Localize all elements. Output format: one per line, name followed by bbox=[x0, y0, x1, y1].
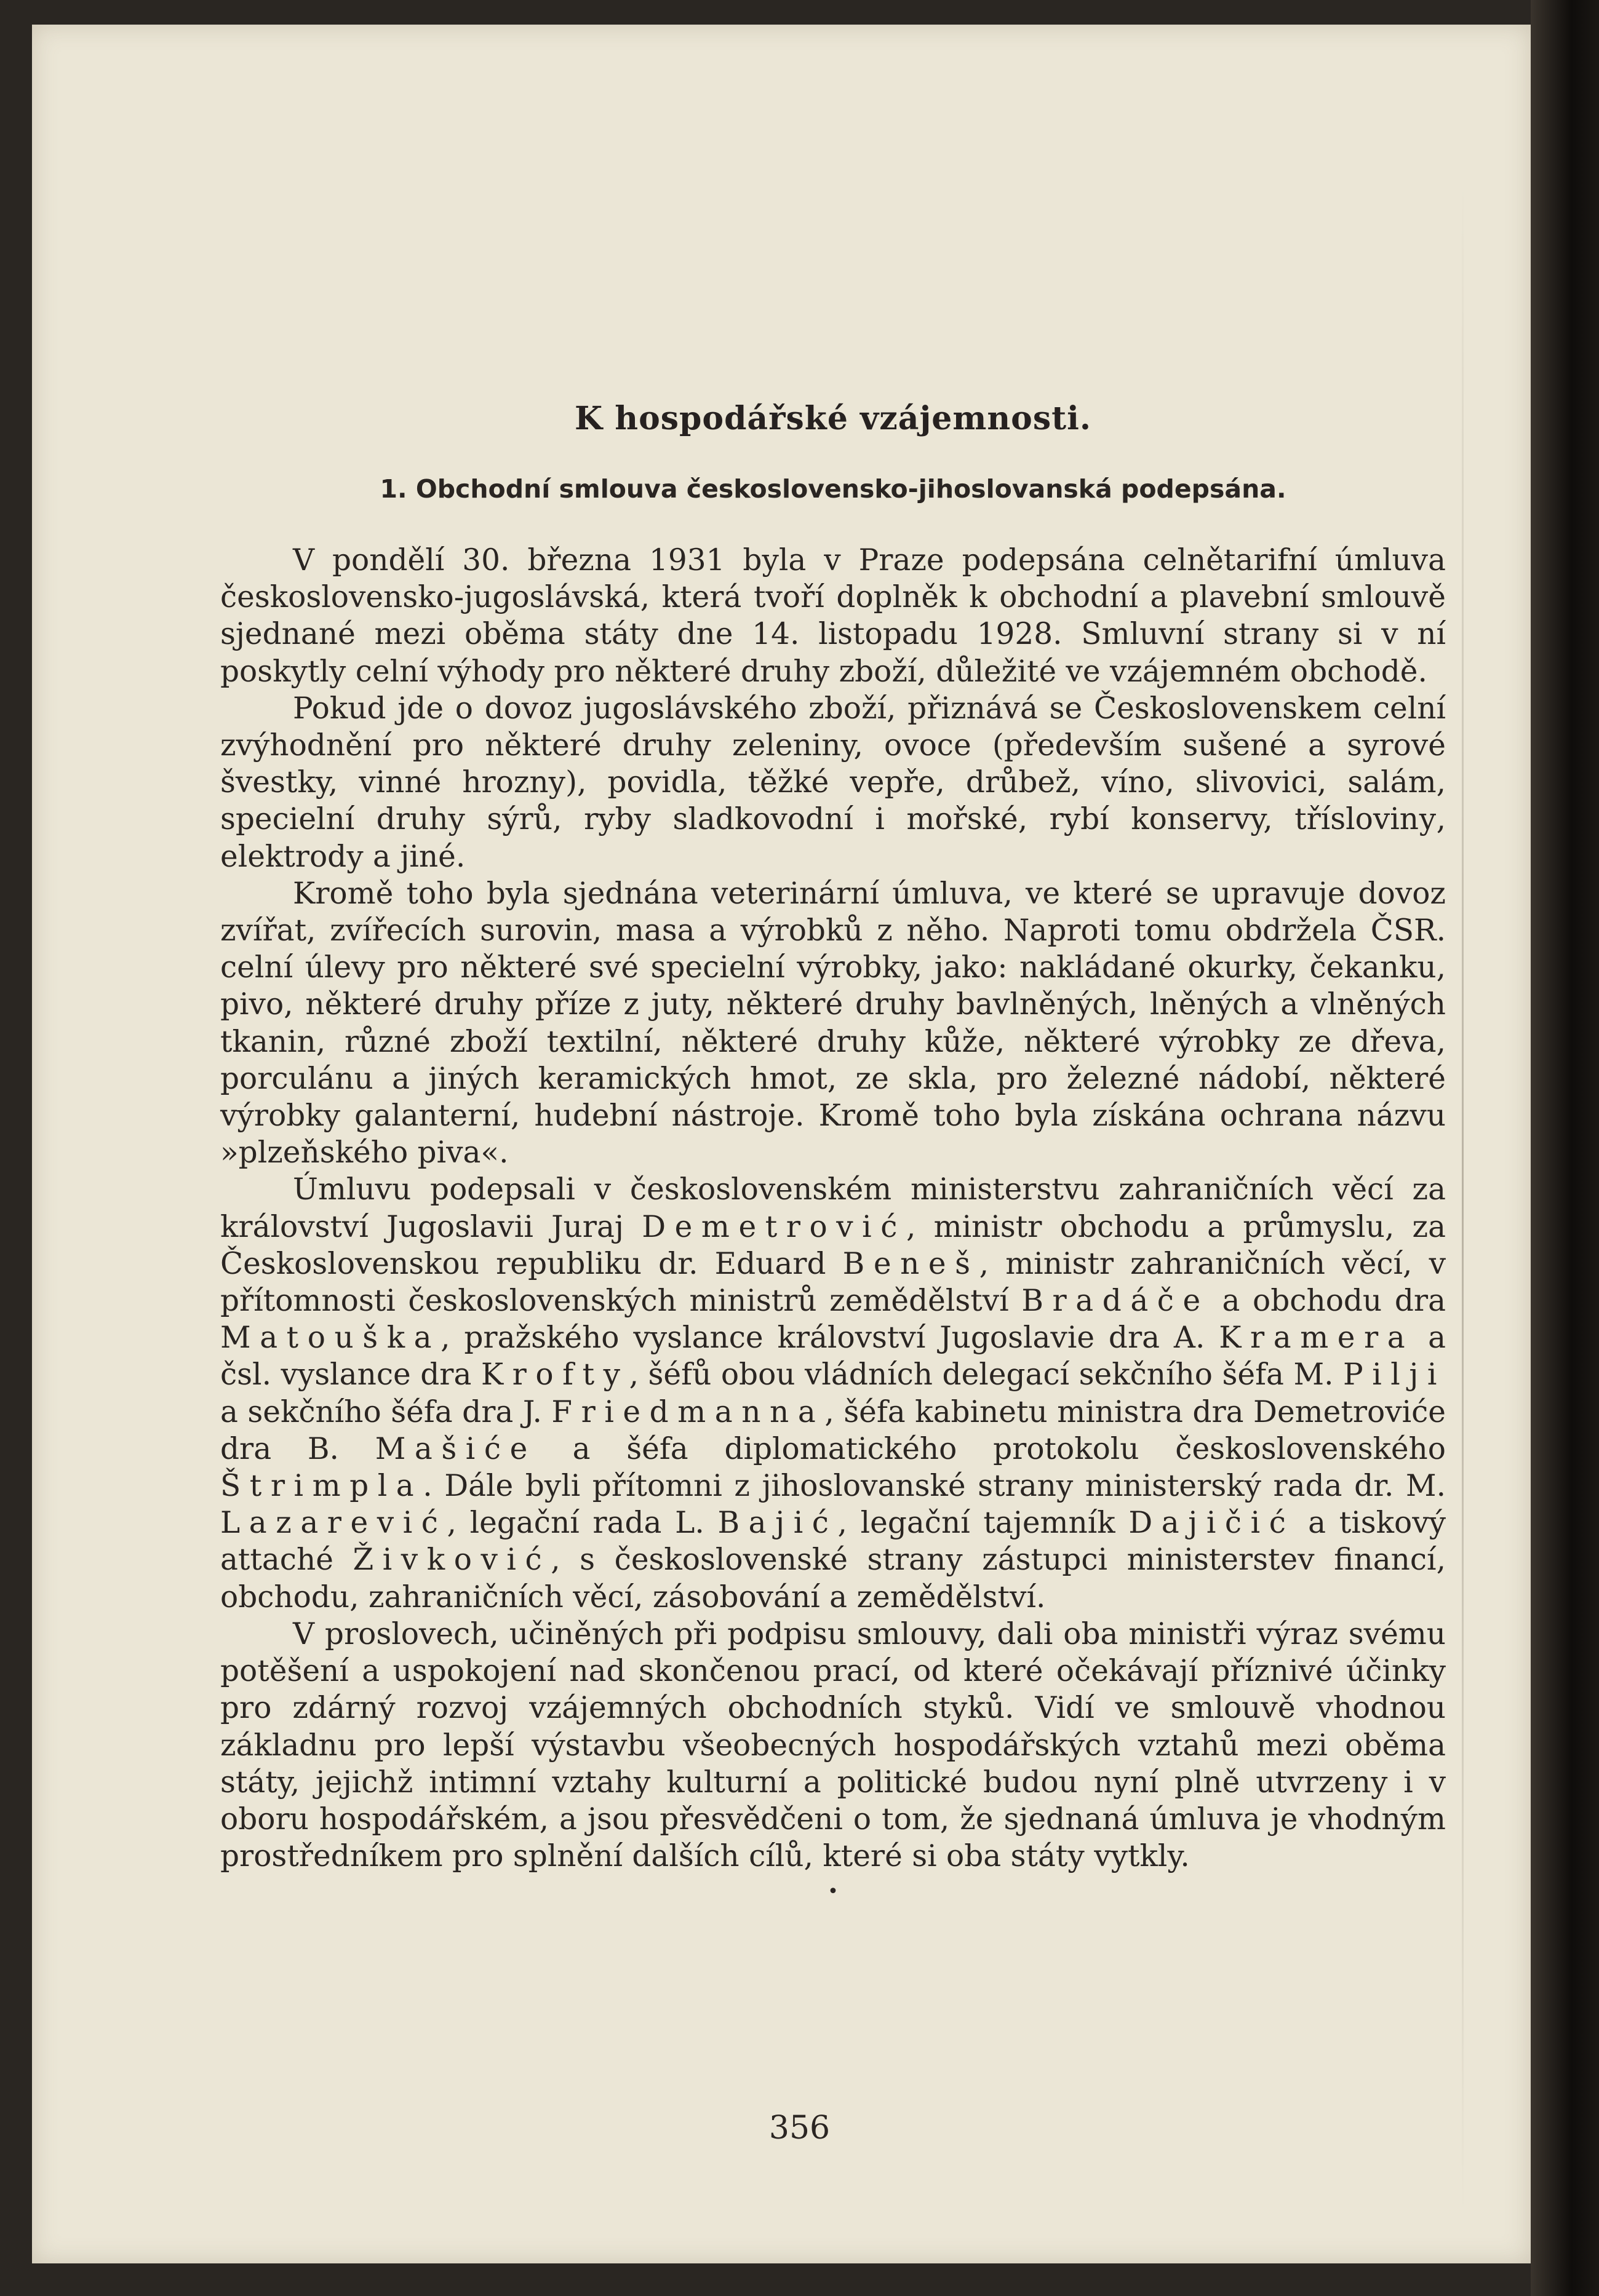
spaced-name: Mašiće bbox=[375, 1431, 536, 1466]
text-segment: a šéfa diplomatického protokolu československého bbox=[536, 1431, 1446, 1466]
spaced-name: Živković bbox=[353, 1543, 551, 1578]
spaced-name: Matouška bbox=[220, 1321, 441, 1356]
spaced-name: Beneš bbox=[842, 1246, 979, 1281]
text-segment: , s československé strany zástupci ministerstev financí, obchodu, zahraničních věcí, zásobování a zemědělství. bbox=[220, 1543, 1446, 1615]
page-crease bbox=[1462, 185, 1464, 2214]
spaced-name: Demetrović bbox=[642, 1209, 906, 1244]
text-segment: , šéfa kabinetu ministra dra Demetroviće dra B. bbox=[220, 1394, 1446, 1466]
text-segment: , šéfů obou vládních delegací sekčního šéfa M. bbox=[629, 1357, 1344, 1392]
text-segment: Úmluvu podepsali v československém ministerstvu zahraničních věcí za království Jugoslavii Juraj bbox=[220, 1172, 1446, 1244]
spaced-name: Dajičić bbox=[1128, 1506, 1295, 1541]
spaced-name: Pilji bbox=[1343, 1357, 1446, 1392]
text-segment: , ministr zahraničních věcí, v přítomnosti československých ministrů zemědělství bbox=[220, 1246, 1446, 1319]
paragraph-4 bbox=[220, 1171, 1446, 1615]
section-heading: 1. Obchodní smlouva československo-jihoslovanská podepsána. bbox=[380, 474, 1286, 504]
text-segment: , ministr obchodu a průmyslu, za Československou republiku dr. Eduard bbox=[220, 1209, 1446, 1281]
text-segment: , legační tajemník bbox=[837, 1506, 1129, 1541]
paragraph-5: V proslovech, učiněných při podpisu smlouvy, dali oba ministři výraz svému potěšení a uspokojení nad skončenou prací, od které očekávají příznivé účinky pro zdárný rozvoj vzájemných obchodních styků. Vidí ve smlouvě vhodnou základnu pro lepší výstavbu všeobecných hospodářských vztahů mezi oběma státy, jejichž intimní vztahy kulturní a politické budou nyní plně utvrzeny i v oboru hospodářském, a jsou přesvědčeni o tom, že sjednaná úmluva je vhodným prostředníkem pro splnění dalších cílů, které si oba státy vytkly. bbox=[220, 1616, 1446, 1874]
spaced-name: Štrimpla bbox=[220, 1469, 423, 1504]
spaced-name: Bajić bbox=[717, 1506, 838, 1541]
end-mark: • bbox=[827, 1881, 839, 1903]
spaced-name: Friedmanna bbox=[551, 1394, 825, 1429]
spaced-name: Lazarević bbox=[220, 1506, 447, 1541]
text-segment: a tiskový attaché bbox=[220, 1506, 1446, 1578]
page-number: 356 bbox=[768, 2110, 831, 2147]
article bbox=[220, 400, 1446, 1902]
spaced-name: Kramera bbox=[1219, 1321, 1414, 1356]
spaced-name: Krofty bbox=[480, 1357, 629, 1392]
book-spine-edge bbox=[1531, 0, 1599, 2296]
paragraph-3: Kromě toho byla sjednána veterinární úmluva, ve které se upravuje dovoz zvířat, zvířecích surovin, masa a výrobků z něho. Naproti tomu obdržela ČSR. celní úlevy pro některé své specielní výrobky, jako: nakládané okurky, čekanku, pivo, některé druhy příze z juty, některé druhy bavlněných, lněných a vlněných tkanin, různé zboží textilní, některé druhy kůže, některé výrobky ze dřeva, porculánu a jiných keramických hmot, ze skla, pro železné nádobí, některé výrobky galanterní, hudební nástroje. Kromě toho byla získána ochrana názvu »plzeňského piva«. bbox=[220, 876, 1446, 1170]
text-segment: . Dále byli přítomni z jihoslovanské strany ministerský rada dr. M. bbox=[423, 1469, 1446, 1504]
text-segment: a sekčního šéfa dra J. bbox=[220, 1394, 552, 1429]
text-segment: , pražského vyslance království Jugoslavie dra A. bbox=[441, 1321, 1219, 1356]
paragraph-1: V pondělí 30. března 1931 byla v Praze podepsána celnětarifní úmluva československo-jugoslávská, která tvoří doplněk k obchodní a plavební smlouvě sjednané mezi oběma státy dne 14. listopadu 1928. Smluvní strany si v ní poskytly celní výhody pro některé druhy zboží, důležité ve vzájemném obchodě. bbox=[220, 543, 1446, 689]
spaced-name: Bradáče bbox=[1021, 1284, 1210, 1319]
text-segment: a obchodu dra bbox=[1209, 1284, 1446, 1319]
text-segment: a čsl. vyslance dra bbox=[220, 1321, 1446, 1392]
paragraph-2: Pokud jde o dovoz jugoslávského zboží, přiznává se Československem celní zvýhodnění pro některé druhy zeleniny, ovoce (především sušené a syrové švestky, vinné hrozny), povidla, těžké vepře, drůbež, víno, slivovici, salám, specielní druhy sýrů, ryby sladkovodní i mořské, rybí konservy, tříslovinу, elektrody a jiné. bbox=[220, 691, 1446, 874]
text-segment: , legační rada L. bbox=[447, 1506, 718, 1541]
article-title: K hospodářské vzájemnosti. bbox=[574, 400, 1092, 437]
